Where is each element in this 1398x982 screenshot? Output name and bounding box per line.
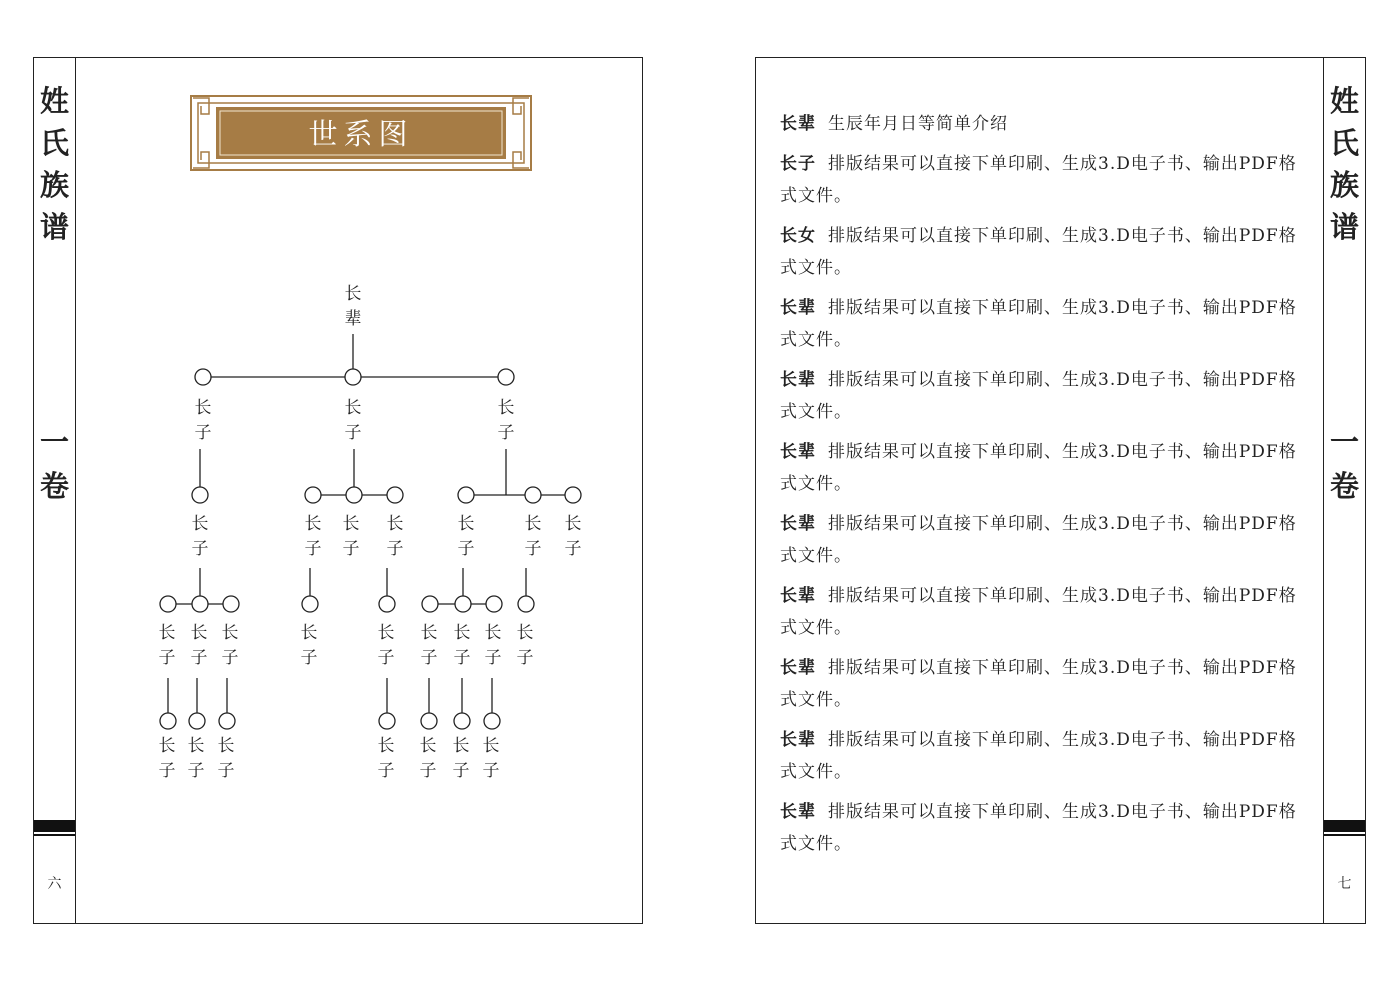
entry-4: 长辈 排版结果可以直接下单印刷、生成3.D电子书、输出PDF格式文件。 [780, 369, 1297, 422]
tree-label: 长 [304, 514, 322, 534]
tree-label: 长 [342, 514, 360, 534]
tree-label: 长 [484, 623, 502, 643]
tree-label: 长 [453, 623, 471, 643]
tree-label: 子 [191, 539, 209, 559]
tree-node [219, 713, 235, 729]
entry-7: 长辈 排版结果可以直接下单印刷、生成3.D电子书、输出PDF格式文件。 [780, 585, 1297, 638]
tree-node [189, 713, 205, 729]
tree-label: 长 [344, 398, 362, 418]
tree-label: 长 [377, 623, 395, 643]
tree-label: 长 [452, 736, 470, 756]
tree-label: 长 [158, 623, 176, 643]
tree-node [192, 487, 208, 503]
tree-label: 长 [457, 514, 475, 534]
tree-label: 子 [344, 423, 362, 443]
tree-label: 子 [158, 648, 176, 668]
tree-label: 子 [497, 423, 515, 443]
entry-9: 长辈 排版结果可以直接下单印刷、生成3.D电子书、输出PDF格式文件。 [780, 729, 1297, 782]
tree-node [454, 713, 470, 729]
spine-title: 姓 氏 族 谱 [39, 84, 69, 244]
banner-title: 世系图 [308, 117, 414, 151]
tree-label: 长 [344, 284, 362, 304]
tree-label: 长 [386, 514, 404, 534]
tree-label: 子 [419, 761, 437, 781]
tree-label: 子 [190, 648, 208, 668]
entry-list [780, 108, 1300, 868]
tree-node [455, 596, 471, 612]
tree-label: 子 [452, 761, 470, 781]
tree-label: 子 [420, 648, 438, 668]
tree-node [484, 713, 500, 729]
tree-label: 子 [516, 648, 534, 668]
tree-label: 长 [221, 623, 239, 643]
tree-node [387, 487, 403, 503]
entry-3: 长辈 排版结果可以直接下单印刷、生成3.D电子书、输出PDF格式文件。 [780, 297, 1297, 350]
tree-node [518, 596, 534, 612]
tree-node [160, 713, 176, 729]
tree-label: 子 [217, 761, 235, 781]
tree-node [379, 596, 395, 612]
tree-label: 长 [191, 514, 209, 534]
entry-0: 长辈 生辰年月日等简单介绍 [780, 114, 1008, 134]
tree-label: 子 [304, 539, 322, 559]
page-number: 七 [1337, 876, 1352, 892]
tree-label: 长 [300, 623, 318, 643]
tree-node [525, 487, 541, 503]
tree-label: 长 [158, 736, 176, 756]
tree-node [565, 487, 581, 503]
tree-label: 辈 [344, 309, 362, 329]
entry-2: 长女 排版结果可以直接下单印刷、生成3.D电子书、输出PDF格式文件。 [780, 225, 1297, 278]
entry-1: 长子 排版结果可以直接下单印刷、生成3.D电子书、输出PDF格式文件。 [780, 153, 1297, 206]
tree-node [302, 596, 318, 612]
right-spine [1323, 58, 1365, 923]
tree-node [160, 596, 176, 612]
spine-bar [1324, 820, 1365, 832]
tree-label: 长 [420, 623, 438, 643]
tree-node [379, 713, 395, 729]
tree-label: 子 [453, 648, 471, 668]
tree-label: 子 [484, 648, 502, 668]
tree-node [346, 487, 362, 503]
entry-6: 长辈 排版结果可以直接下单印刷、生成3.D电子书、输出PDF格式文件。 [780, 513, 1297, 566]
tree-label: 子 [386, 539, 404, 559]
tree-label: 子 [377, 761, 395, 781]
tree-label: 长 [564, 514, 582, 534]
entry-5: 长辈 排版结果可以直接下单印刷、生成3.D电子书、输出PDF格式文件。 [780, 441, 1297, 494]
tree-label: 子 [187, 761, 205, 781]
tree-label: 子 [377, 648, 395, 668]
tree-node [192, 596, 208, 612]
tree-label: 子 [457, 539, 475, 559]
right-page [755, 57, 1366, 924]
tree-label: 子 [194, 423, 212, 443]
tree-label: 长 [524, 514, 542, 534]
tree-node [498, 369, 514, 385]
tree-node [421, 713, 437, 729]
tree-node [486, 596, 502, 612]
tree-label: 子 [300, 648, 318, 668]
entry-8: 长辈 排版结果可以直接下单印刷、生成3.D电子书、输出PDF格式文件。 [780, 657, 1297, 710]
tree-node [195, 369, 211, 385]
tree-label: 子 [221, 648, 239, 668]
spine-volume: 一 卷 [39, 425, 69, 503]
tree-label: 长 [377, 736, 395, 756]
tree-label: 子 [342, 539, 360, 559]
tree-label: 长 [194, 398, 212, 418]
tree-label: 长 [497, 398, 515, 418]
tree-node [345, 369, 361, 385]
family-tree [34, 58, 644, 925]
spine-title: 姓 氏 族 谱 [1329, 84, 1359, 244]
tree-label: 长 [187, 736, 205, 756]
tree-label: 子 [482, 761, 500, 781]
tree-label: 子 [524, 539, 542, 559]
tree-label: 长 [190, 623, 208, 643]
tree-node [305, 487, 321, 503]
spine-divider [1324, 834, 1365, 836]
page-number: 六 [47, 876, 62, 892]
left-page [33, 57, 643, 924]
tree-label: 长 [217, 736, 235, 756]
tree-label: 长 [419, 736, 437, 756]
entry-10: 长辈 排版结果可以直接下单印刷、生成3.D电子书、输出PDF格式文件。 [780, 801, 1297, 854]
tree-label: 长 [516, 623, 534, 643]
tree-label: 子 [564, 539, 582, 559]
tree-node [458, 487, 474, 503]
tree-node [422, 596, 438, 612]
tree-label: 子 [158, 761, 176, 781]
spine-volume: 一 卷 [1329, 425, 1359, 503]
tree-label: 长 [482, 736, 500, 756]
tree-node [223, 596, 239, 612]
